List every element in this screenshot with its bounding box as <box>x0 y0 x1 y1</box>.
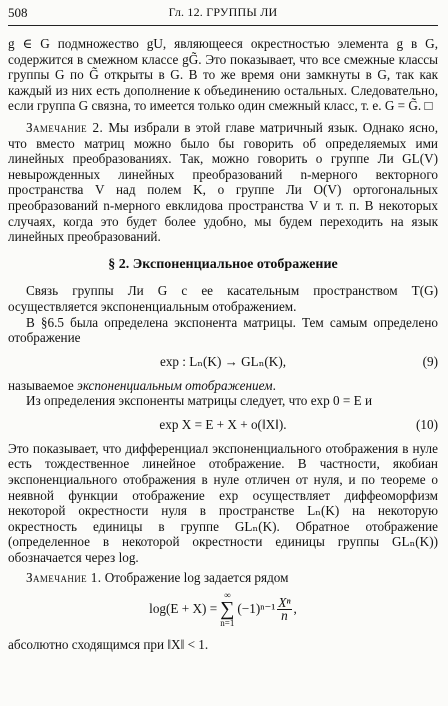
page-number: 508 <box>8 5 28 20</box>
paragraph: Из определения экспоненты матрицы следует, что exp 0 = E и <box>26 393 373 409</box>
text-span: называемое <box>8 377 74 393</box>
equation-number: (9) <box>422 353 438 369</box>
fraction-numerator: Xⁿ <box>278 594 291 610</box>
formula-term: (−1)ⁿ⁻¹ <box>237 601 276 617</box>
formula-text: exp X = E + X + o(‖X‖). <box>159 416 287 432</box>
page-body <box>8 36 438 653</box>
emphasis: экспоненциальным отображением <box>77 377 273 393</box>
remark-text: Отображение log задается рядом <box>104 569 289 585</box>
remark-label: Замечание 2. <box>26 119 104 135</box>
section-heading: § 2. Экспоненциальное отображение <box>108 256 338 272</box>
text-span: . <box>272 377 276 393</box>
fraction-denominator: n <box>281 607 288 623</box>
formula-log <box>8 591 438 627</box>
paragraph: Это показывает, что дифференциал экспоненциального отображения в нуле есть тождественное линейное отображение. В частности, якобиан экспоненциального отображения в нуле отличен от нуля, и по теореме о неявной функции отображение exp осуществляет диффеоморфизм некоторой окрестности нуля в пространстве Lₙ(K) на некоторую окрестность единицы в группе GLₙ(K). Обратное отображение (определенное в некоторой окрестности единицы группы GLₙ(K)) обозначается через log. <box>8 440 438 566</box>
formula-text: exp : Lₙ(K) → GLₙ(K), <box>159 353 287 369</box>
remark-2 <box>8 120 438 245</box>
paragraph <box>8 378 438 394</box>
formula-10 <box>8 417 438 433</box>
formula-lhs: log(E + X) = <box>149 601 218 617</box>
paragraph: В §6.5 была определена экспонента матрицы. Тем самым определено отображение <box>8 314 438 346</box>
formula-9 <box>8 354 438 370</box>
remark-label: Замечание 1. <box>26 569 102 585</box>
formula-tail: , <box>293 601 297 617</box>
page-header <box>8 3 438 26</box>
paragraph: абсолютно сходящимся при ‖X‖ < 1. <box>8 637 209 653</box>
paragraph: g ∈ G подмножество gU, являющееся окрестностью элемента g в G, содержится в смежном классе gG̃. Это показывает, что все смежные классы группы G по G̃ открыты в G. В то же время они замкнуты в G, так как каждый из них есть дополнение к объединению остальных. Следовательно, если группа G связна, то имеется только один смежный класс, т. е. G = G̃. □ <box>8 36 438 114</box>
fraction <box>277 594 291 623</box>
remark-1 <box>8 570 438 586</box>
sum-lower: n=1 <box>220 618 235 629</box>
paragraph: Связь группы Ли G с ее касательным пространством T(G) осуществляется экспоненциальным отображением. <box>8 283 438 314</box>
running-head: Гл. 12. ГРУППЫ ЛИ <box>168 5 278 19</box>
sum-upper: ∞ <box>224 590 231 601</box>
remark-text: Мы избрали в этой главе матричный язык. Однако ясно, что вместо матриц можно было бы говорить об определяемых ими линейных преобразованиях. Так, можно говорить о группе Ли GL(V) невырожденных линейных преобразований n-мерного векторного пространства V над полем K, о группе Ли O(V) ортогональных преобразований n-мерного евклидова пространства V и т. п. В некоторых случаях, когда это будет более удобно, мы будем переходить на язык линейных преобразований. <box>8 119 439 245</box>
sum-symbol <box>220 590 234 628</box>
sigma-sign: ∑ <box>220 598 235 621</box>
equation-number: (10) <box>416 416 438 432</box>
